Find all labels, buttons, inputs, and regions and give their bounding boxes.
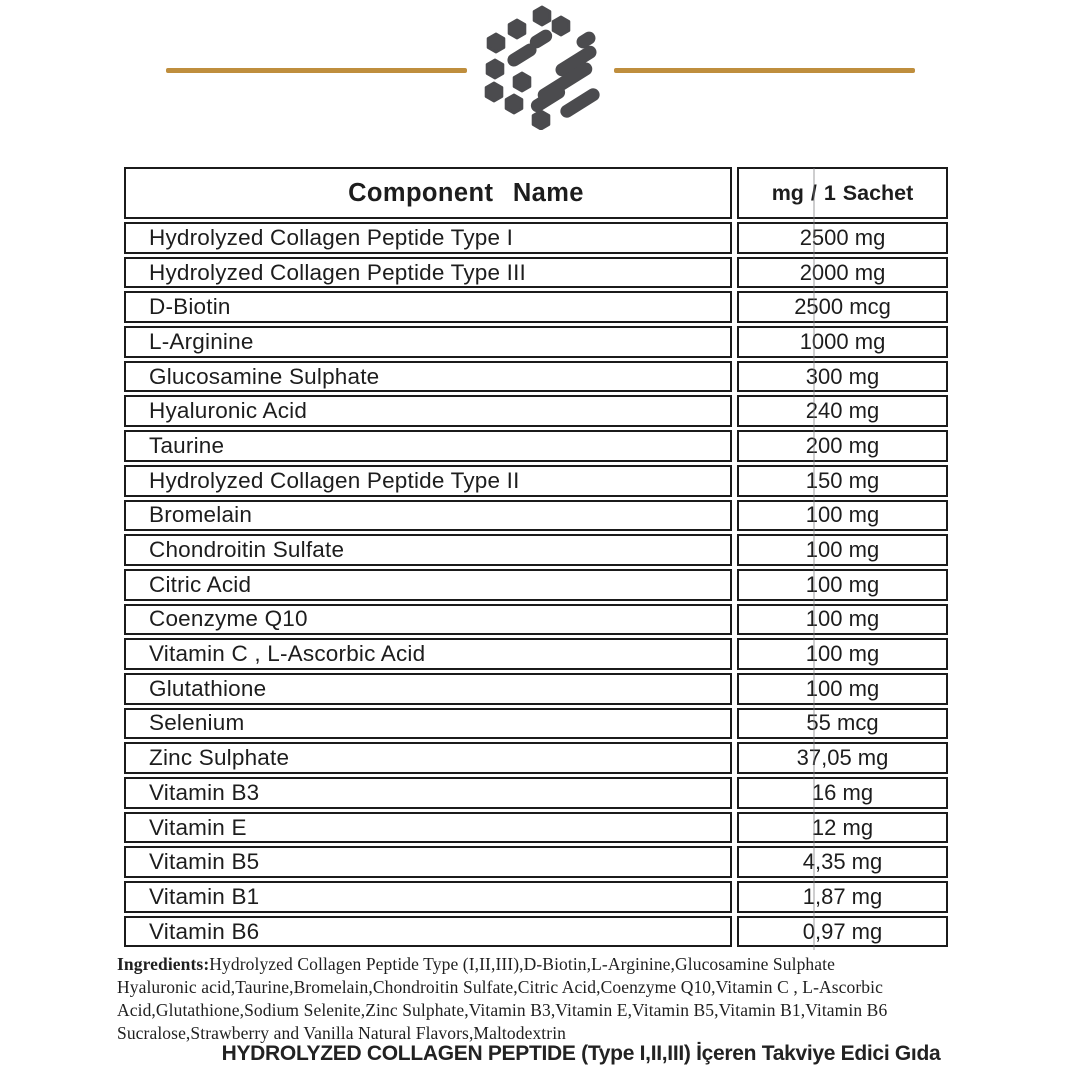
supplement-facts-table xyxy=(124,167,948,947)
amount-cell: 0,97 mg xyxy=(737,916,948,948)
table-header-row xyxy=(124,167,948,219)
table-row xyxy=(124,569,948,601)
amount-cell: 1000 mg xyxy=(737,326,948,358)
hex-dot xyxy=(509,20,525,38)
table-row xyxy=(124,291,948,323)
table-row xyxy=(124,395,948,427)
hex-dot xyxy=(487,60,503,78)
component-name-cell: L-Arginine xyxy=(124,326,732,358)
component-name-cell: Vitamin B5 xyxy=(124,846,732,878)
amount-cell: 100 mg xyxy=(737,534,948,566)
table-row xyxy=(124,257,948,289)
amount-cell: 100 mg xyxy=(737,569,948,601)
ingredients-line-1 xyxy=(117,953,957,976)
component-name-header: Component Name xyxy=(124,167,732,219)
amount-cell: 2000 mg xyxy=(737,257,948,289)
hex-dot xyxy=(553,17,569,35)
amount-cell: 150 mg xyxy=(737,465,948,497)
component-name-cell: Vitamin C , L-Ascorbic Acid xyxy=(124,638,732,670)
component-name-cell: Vitamin B1 xyxy=(124,881,732,913)
table-row xyxy=(124,708,948,740)
gold-divider-right xyxy=(614,68,915,73)
table-row xyxy=(124,673,948,705)
diagonal-bar xyxy=(505,41,539,69)
ingredients-line-2: Hyaluronic acid,Taurine,Bromelain,Chondroitin Sulfate,Citric Acid,Coenzyme Q10,Vitamin C , L-Ascorbic xyxy=(117,977,883,997)
table-row xyxy=(124,742,948,774)
component-name-cell: Selenium xyxy=(124,708,732,740)
ingredients-paragraph xyxy=(117,953,957,1045)
amount-cell: 12 mg xyxy=(737,812,948,844)
crease-artifact-line xyxy=(813,168,815,950)
table-row xyxy=(124,777,948,809)
amount-cell: 200 mg xyxy=(737,430,948,462)
table-row xyxy=(124,465,948,497)
ingredients-text-1: Hydrolyzed Collagen Peptide Type (I,II,III),D-Biotin,L-Arginine,Glucosamine Sulphate xyxy=(209,954,835,974)
amount-cell: 4,35 mg xyxy=(737,846,948,878)
product-title: HYDROLYZED COLLAGEN PEPTIDE (Type I,II,III) İçeren Takviye Edici Gıda xyxy=(221,1042,941,1065)
hex-dot xyxy=(534,7,550,25)
amount-cell: 37,05 mg xyxy=(737,742,948,774)
component-name-cell: Hydrolyzed Collagen Peptide Type III xyxy=(124,257,732,289)
amount-cell: 1,87 mg xyxy=(737,881,948,913)
component-name-cell: Coenzyme Q10 xyxy=(124,604,732,636)
amount-cell: 16 mg xyxy=(737,777,948,809)
ingredients-line-3: Acid,Glutathione,Sodium Selenite,Zinc Sulphate,Vitamin B3,Vitamin E,Vitamin B5,Vitamin B1,Vitamin B6 xyxy=(117,1000,888,1020)
component-name-cell: Zinc Sulphate xyxy=(124,742,732,774)
table-row xyxy=(124,326,948,358)
hex-dots-logo-icon xyxy=(468,4,620,130)
ingredients-line-4: Sucralose,Strawberry and Vanilla Natural Flavors,Maltodextrin xyxy=(117,1023,566,1043)
amount-cell: 100 mg xyxy=(737,673,948,705)
component-name-cell: Chondroitin Sulfate xyxy=(124,534,732,566)
component-name-cell: Taurine xyxy=(124,430,732,462)
hex-dot xyxy=(486,83,502,101)
component-name-cell: Hydrolyzed Collagen Peptide Type II xyxy=(124,465,732,497)
amount-cell: 100 mg xyxy=(737,500,948,532)
table-row xyxy=(124,604,948,636)
table-row xyxy=(124,916,948,948)
hex-dot xyxy=(514,73,530,91)
table-row xyxy=(124,500,948,532)
amount-header: mg / 1 Sachet xyxy=(737,167,948,219)
table-row xyxy=(124,881,948,913)
amount-cell: 2500 mcg xyxy=(737,291,948,323)
table-row xyxy=(124,638,948,670)
component-name-cell: Glucosamine Sulphate xyxy=(124,361,732,393)
table-row xyxy=(124,534,948,566)
table-row xyxy=(124,430,948,462)
component-name-cell: Vitamin B3 xyxy=(124,777,732,809)
amount-cell: 55 mcg xyxy=(737,708,948,740)
amount-cell: 240 mg xyxy=(737,395,948,427)
component-name-cell: Hydrolyzed Collagen Peptide Type I xyxy=(124,222,732,254)
gold-divider-left xyxy=(166,68,467,73)
component-name-cell: Bromelain xyxy=(124,500,732,532)
component-name-cell: Citric Acid xyxy=(124,569,732,601)
component-name-cell: Glutathione xyxy=(124,673,732,705)
component-name-cell: Vitamin B6 xyxy=(124,916,732,948)
table-row xyxy=(124,812,948,844)
table-row xyxy=(124,846,948,878)
component-name-cell: Hyaluronic Acid xyxy=(124,395,732,427)
table-row xyxy=(124,361,948,393)
amount-cell: 100 mg xyxy=(737,604,948,636)
hex-dot xyxy=(533,111,549,129)
component-name-cell: D-Biotin xyxy=(124,291,732,323)
amount-cell: 300 mg xyxy=(737,361,948,393)
ingredients-label: Ingredients: xyxy=(117,954,210,974)
hex-dot xyxy=(506,95,522,113)
table-row xyxy=(124,222,948,254)
component-name-cell: Vitamin E xyxy=(124,812,732,844)
hex-dot xyxy=(488,34,504,52)
amount-cell: 100 mg xyxy=(737,638,948,670)
amount-cell: 2500 mg xyxy=(737,222,948,254)
